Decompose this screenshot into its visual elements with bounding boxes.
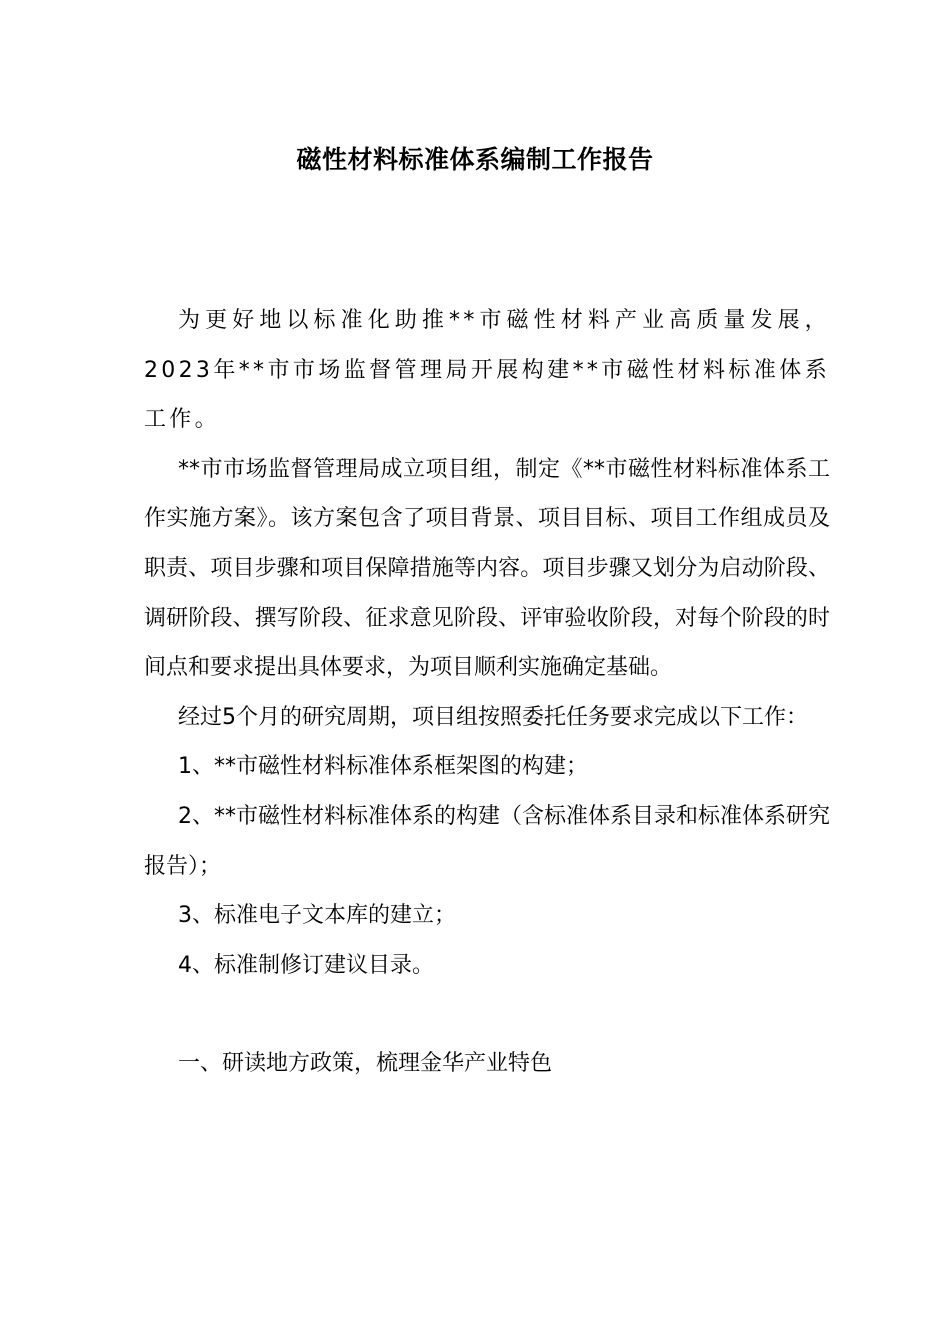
document-title: 磁性材料标准体系编制工作报告 bbox=[296, 145, 654, 174]
paragraph-work-summary: 经过5个月的研究周期，项目组按照委托任务要求完成以下工作： bbox=[178, 704, 808, 730]
document-body bbox=[144, 296, 830, 1089]
section-heading: 一、研读地方政策，梳理金华产业特色 bbox=[178, 1051, 553, 1077]
paragraph-project-plan: **市市场监督管理局成立项目组，制定《**市磁性材料标准体系工作实施方案》。该方案包含了项目背景、项目目标、项目工作组成员及职责、项目步骤和项目保障措施等内容。项目步骤又划分为启动阶段、调研阶段、撰写阶段、征求意见阶段、评审验收阶段，对每个阶段的时间点和要求提出具体要求，为项目顺利实施确定基础。 bbox=[144, 456, 830, 681]
list-item: 3、标准电子文本库的建立； bbox=[178, 903, 456, 929]
section-spacer bbox=[144, 990, 830, 1039]
list-item: 2、**市磁性材料标准体系的构建（含标准体系目录和标准体系研究报告）； bbox=[144, 803, 830, 879]
list-item: 1、**市磁性材料标准体系框架图的构建； bbox=[178, 754, 588, 780]
list-item: 4、标准制修订建议目录。 bbox=[178, 952, 434, 978]
paragraph-intro: 为更好地以标准化助推**市磁性材料产业高质量发展，2023年**市市场监督管理局开展构建**市磁性材料标准体系工作。 bbox=[144, 308, 830, 433]
